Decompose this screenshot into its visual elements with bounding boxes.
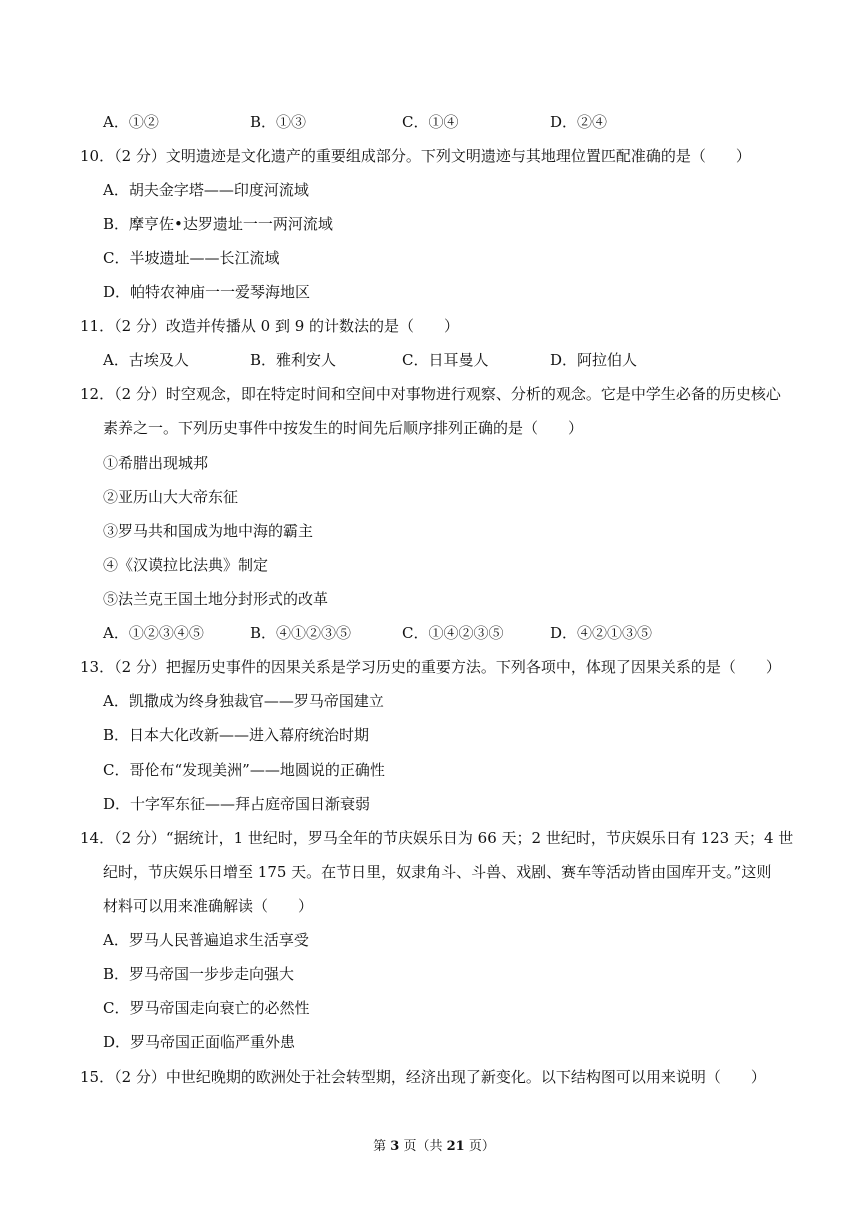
q11-stem: 11．（2 分）改造并传播从 0 到 9 的计数法的是（ ） [80, 317, 460, 335]
footer-total-pages: 21 [446, 1139, 465, 1154]
q10-option-c: C．半坡遗址——长江流域 [103, 249, 280, 267]
q11-option-a: A．古埃及人 [103, 351, 189, 369]
page-footer [0, 1138, 868, 1156]
q10-option-a: A．胡夫金字塔——印度河流域 [103, 181, 309, 199]
q12-item-1: ①希腊出现城邦 [103, 454, 209, 472]
q10-option-b: B．摩亨佐•达罗遗址一一两河流域 [103, 215, 333, 233]
q11-option-d: D．阿拉伯人 [550, 351, 638, 369]
q14-option-b: B．罗马帝国一步步走向强大 [103, 965, 295, 983]
q13-option-d: D．十字军东征——拜占庭帝国日渐衰弱 [103, 795, 371, 813]
q11-option-b: B．雅利安人 [250, 351, 337, 369]
q14-option-c: C．罗马帝国走向衰亡的必然性 [103, 999, 310, 1017]
q12-item-2: ②亚历山大大帝东征 [103, 488, 239, 506]
q14-stem-line-2: 纪时，节庆娱乐日增至 175 天。在节日里，奴隶角斗、斗兽、戏剧、赛车等活动皆由国库开支。”这则 [103, 863, 772, 881]
q13-option-b: B．日本大化改新——进入幕府统治时期 [103, 726, 370, 744]
q9-option-a: A．①② [103, 113, 159, 131]
q12-item-3: ③罗马共和国成为地中海的霸主 [103, 522, 314, 540]
q10-option-d: D．帕特农神庙一一爱琴海地区 [103, 283, 311, 301]
q11-option-c: C．日耳曼人 [402, 351, 489, 369]
q12-stem-line-2: 素养之一。下列历史事件中按发生的时间先后顺序排列正确的是（ ） [103, 419, 584, 437]
footer-middle: 页（共 [399, 1139, 447, 1154]
footer-page-number: 3 [390, 1139, 400, 1154]
q13-option-a: A．凯撒成为终身独裁官——罗马帝国建立 [103, 692, 384, 710]
q14-option-a: A．罗马人民普遍追求生活享受 [103, 931, 309, 949]
q14-stem-line-3: 材料可以用来准确解读（ ） [103, 897, 314, 915]
q9-option-b: B．①③ [250, 113, 307, 131]
footer-prefix: 第 [373, 1139, 391, 1154]
q13-stem: 13．（2 分）把握历史事件的因果关系是学习历史的重要方法。下列各项中，体现了因果关系的是（ ） [80, 658, 781, 676]
q14-stem-line-1: 14．（2 分）“据统计，1 世纪时，罗马全年的节庆娱乐日为 66 天；2 世纪时，节庆娱乐日有 123 天；4 世 [80, 829, 794, 847]
q9-option-c: C．①④ [402, 113, 459, 131]
q12-stem-line-1: 12．（2 分）时空观念，即在特定时间和空间中对事物进行观察、分析的观念。它是中学生必备的历史核心 [80, 385, 781, 403]
q13-option-c: C．哥伦布“发现美洲”——地圆说的正确性 [103, 761, 385, 779]
q12-option-d: D．④②①③⑤ [550, 624, 653, 642]
q9-option-d: D．②④ [550, 113, 608, 131]
q12-item-4: ④《汉谟拉比法典》制定 [103, 556, 269, 574]
footer-suffix: 页） [464, 1139, 495, 1154]
q12-option-c: C．①④②③⑤ [402, 624, 504, 642]
q15-stem: 15．（2 分）中世纪晚期的欧洲处于社会转型期，经济出现了新变化。以下结构图可以用来说明（ ） [80, 1068, 766, 1086]
q14-option-d: D．罗马帝国正面临严重外患 [103, 1033, 296, 1051]
q12-option-b: B．④①②③⑤ [250, 624, 352, 642]
q12-option-a: A．①②③④⑤ [103, 624, 204, 642]
q12-item-5: ⑤法兰克王国土地分封形式的改革 [103, 590, 329, 608]
q10-stem: 10．（2 分）文明遗迹是文化遗产的重要组成部分。下列文明遗迹与其地理位置匹配准确的是（ ） [80, 147, 751, 165]
